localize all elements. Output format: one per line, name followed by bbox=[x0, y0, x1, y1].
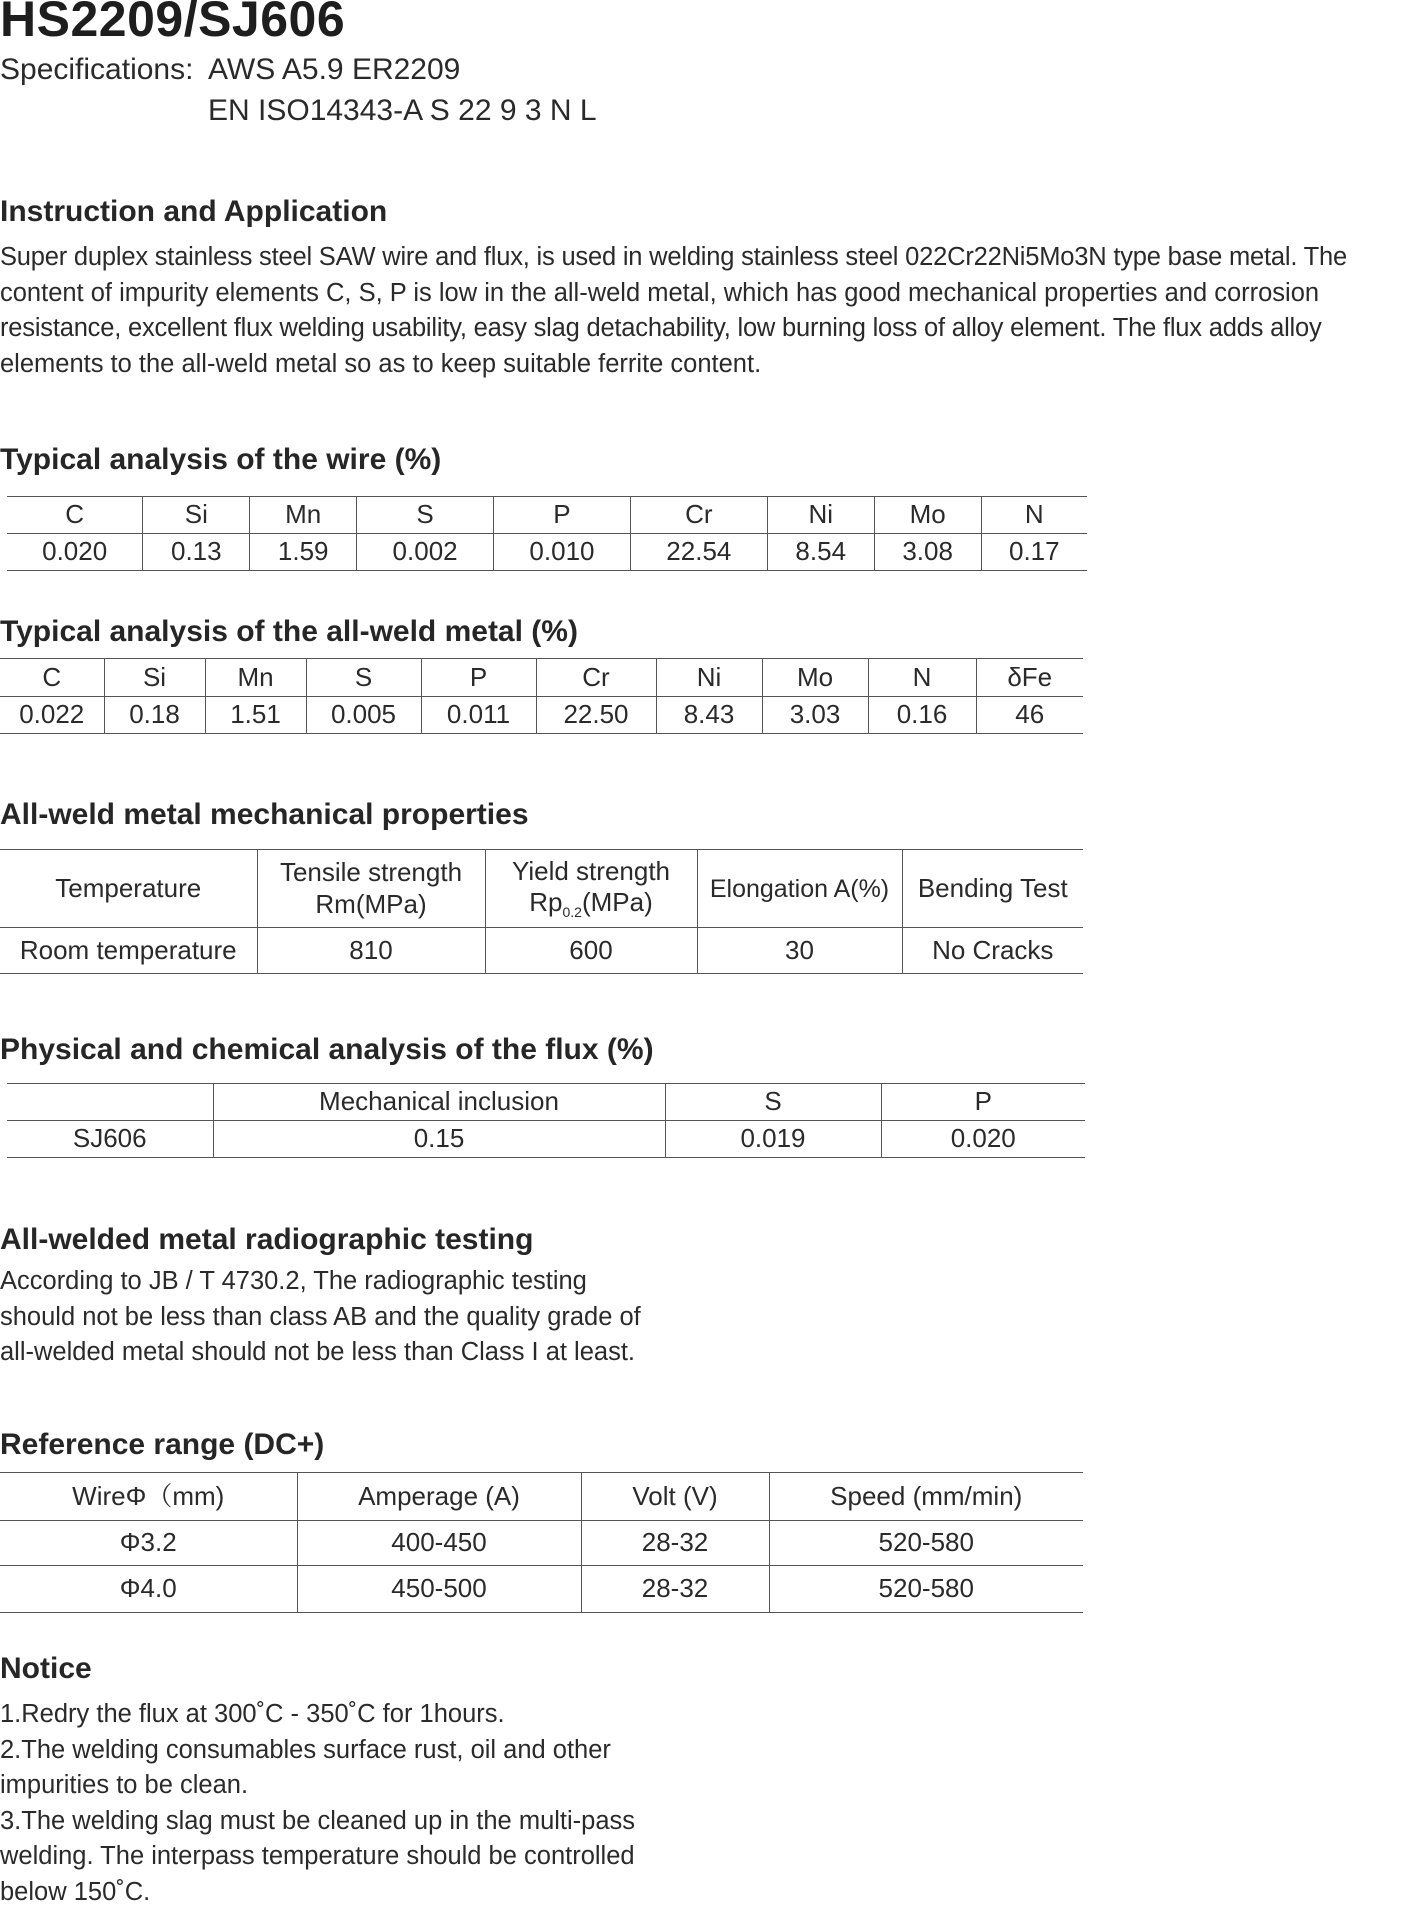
table-cell: 28-32 bbox=[581, 1566, 769, 1613]
spec-en-iso: EN ISO14343-A S 22 9 3 N L bbox=[208, 93, 597, 129]
table-cell: 0.022 bbox=[0, 697, 104, 734]
table-cell: 0.020 bbox=[7, 534, 143, 571]
table-header-cell: C bbox=[0, 659, 104, 697]
table-header-row bbox=[0, 850, 1083, 928]
table-row bbox=[0, 697, 1083, 734]
table-cell: 8.43 bbox=[656, 697, 762, 734]
table-cell: Φ3.2 bbox=[0, 1521, 297, 1566]
table-header-cell: C bbox=[7, 497, 143, 534]
notice-list bbox=[0, 1697, 635, 1910]
radio-line: According to JB / T 4730.2, The radiographic testing bbox=[0, 1264, 641, 1300]
table-cell: 520-580 bbox=[769, 1521, 1083, 1566]
notice-item: 1.Redry the flux at 300˚C - 350˚C for 1hours. bbox=[0, 1697, 635, 1733]
weld-analysis-table bbox=[0, 658, 1083, 734]
table-header-cell: Mo bbox=[762, 659, 868, 697]
yield-unit: $Rp_{0.2}(MPa)$ bbox=[486, 887, 697, 921]
table-cell: 8.54 bbox=[767, 534, 874, 571]
yield-label: Yield strength bbox=[486, 856, 697, 887]
table-cell: 22.50 bbox=[536, 697, 656, 734]
radio-heading: All-welded metal radiographic testing bbox=[0, 1222, 533, 1258]
table-cell: 0.18 bbox=[104, 697, 205, 734]
weld-heading: Typical analysis of the all-weld metal (%) bbox=[0, 614, 578, 650]
table-header-cell: Mn bbox=[250, 497, 357, 534]
table-header-cell: Ni bbox=[656, 659, 762, 697]
table-header-cell bbox=[7, 1084, 213, 1121]
table-header-cell: P bbox=[494, 497, 631, 534]
table-cell: SJ606 bbox=[7, 1121, 213, 1158]
table-header-cell: Mn bbox=[205, 659, 306, 697]
radio-paragraph bbox=[0, 1264, 641, 1371]
table-cell: 810 bbox=[257, 928, 485, 974]
reference-range-table bbox=[0, 1472, 1083, 1613]
table-cell: 0.13 bbox=[143, 534, 250, 571]
instruction-line: content of impurity elements C, S, P is low in the all-weld metal, which has good mechanical properties and corrosion bbox=[0, 276, 1417, 312]
table-cell: 0.010 bbox=[494, 534, 631, 571]
table-header-cell: Ni bbox=[767, 497, 874, 534]
table-header-cell: N bbox=[868, 659, 976, 697]
table-cell: 0.011 bbox=[421, 697, 536, 734]
table-cell: 3.08 bbox=[874, 534, 981, 571]
table-header-cell: WireΦ（mm) bbox=[0, 1473, 297, 1521]
mech-heading: All-weld metal mechanical properties bbox=[0, 797, 529, 833]
tensile-label: Tensile strength bbox=[258, 857, 485, 888]
table-header-cell: δFe bbox=[976, 659, 1083, 697]
table-row bbox=[0, 928, 1083, 974]
table-header-cell: P bbox=[881, 1084, 1085, 1121]
tensile-unit: Rm(MPa) bbox=[258, 889, 485, 920]
table-header-cell: Mo bbox=[874, 497, 981, 534]
instruction-heading: Instruction and Application bbox=[0, 194, 387, 230]
table-header-cell: Elongation A(%) bbox=[697, 850, 902, 928]
table-cell: 46 bbox=[976, 697, 1083, 734]
table-header-cell: N bbox=[981, 497, 1087, 534]
table-header-cell: Cr bbox=[630, 497, 767, 534]
table-cell: 1.51 bbox=[205, 697, 306, 734]
table-header-cell: S bbox=[665, 1084, 881, 1121]
notice-item: welding. The interpass temperature should be controlled bbox=[0, 1839, 635, 1875]
table-header-cell: P bbox=[421, 659, 536, 697]
table-header-cell: Cr bbox=[536, 659, 656, 697]
table-cell: 1.59 bbox=[250, 534, 357, 571]
notice-heading: Notice bbox=[0, 1651, 92, 1687]
table-header-row bbox=[0, 659, 1083, 697]
table-header-cell: Bending Test bbox=[902, 850, 1083, 928]
radio-line: all-welded metal should not be less than Class I at least. bbox=[0, 1335, 641, 1371]
wire-analysis-table bbox=[7, 496, 1087, 571]
table-cell: 400-450 bbox=[297, 1521, 581, 1566]
wire-heading: Typical analysis of the wire (%) bbox=[0, 442, 441, 478]
notice-item: below 150˚C. bbox=[0, 1875, 635, 1910]
flux-heading: Physical and chemical analysis of the flux (%) bbox=[0, 1032, 654, 1068]
instruction-line: elements to the all-weld metal so as to keep suitable ferrite content. bbox=[0, 347, 1417, 383]
table-header-row bbox=[7, 1084, 1085, 1121]
table-row bbox=[0, 1521, 1083, 1566]
table-header-cell: Si bbox=[104, 659, 205, 697]
table-cell: 0.005 bbox=[306, 697, 421, 734]
table-cell: 0.17 bbox=[981, 534, 1087, 571]
page-title: HS2209/SJ606 bbox=[0, 0, 345, 47]
notice-item: impurities to be clean. bbox=[0, 1768, 635, 1804]
table-cell: 0.16 bbox=[868, 697, 976, 734]
spec-label: Specifications: bbox=[0, 52, 193, 88]
notice-item: 2.The welding consumables surface rust, oil and other bbox=[0, 1733, 635, 1769]
radio-line: should not be less than class AB and the quality grade of bbox=[0, 1300, 641, 1336]
table-row bbox=[7, 534, 1087, 571]
ref-heading: Reference range (DC+) bbox=[0, 1427, 324, 1463]
table-cell: No Cracks bbox=[902, 928, 1083, 974]
table-cell: Room temperature bbox=[0, 928, 257, 974]
table-cell: 22.54 bbox=[630, 534, 767, 571]
table-header-row bbox=[0, 1473, 1083, 1521]
table-cell: 520-580 bbox=[769, 1566, 1083, 1613]
instruction-paragraph bbox=[0, 240, 1417, 382]
table-row bbox=[7, 1121, 1085, 1158]
spec-aws: AWS A5.9 ER2209 bbox=[208, 52, 460, 88]
table-header-cell: S bbox=[357, 497, 494, 534]
table-header-cell bbox=[485, 850, 697, 928]
table-cell: 28-32 bbox=[581, 1521, 769, 1566]
table-header-cell: S bbox=[306, 659, 421, 697]
table-header-cell: Temperature bbox=[0, 850, 257, 928]
table-row bbox=[0, 1566, 1083, 1613]
table-cell: 0.019 bbox=[665, 1121, 881, 1158]
table-header-cell: Amperage (A) bbox=[297, 1473, 581, 1521]
table-header-row bbox=[7, 497, 1087, 534]
table-cell: 600 bbox=[485, 928, 697, 974]
table-cell: Φ4.0 bbox=[0, 1566, 297, 1613]
mechanical-properties-table bbox=[0, 849, 1083, 974]
instruction-line: resistance, excellent flux welding usability, easy slag detachability, low burning loss of alloy element. The flux adds alloy bbox=[0, 311, 1417, 347]
flux-analysis-table bbox=[7, 1083, 1085, 1158]
table-cell: 30 bbox=[697, 928, 902, 974]
table-cell: 3.03 bbox=[762, 697, 868, 734]
table-header-cell: Volt (V) bbox=[581, 1473, 769, 1521]
table-header-cell bbox=[257, 850, 485, 928]
table-header-cell: Speed (mm/min) bbox=[769, 1473, 1083, 1521]
table-cell: 0.15 bbox=[213, 1121, 665, 1158]
table-header-cell: Si bbox=[143, 497, 250, 534]
table-cell: 450-500 bbox=[297, 1566, 581, 1613]
instruction-line: Super duplex stainless steel SAW wire and flux, is used in welding stainless steel 022Cr22Ni5Mo3N type base metal. The bbox=[0, 240, 1417, 276]
notice-item: 3.The welding slag must be cleaned up in the multi-pass bbox=[0, 1804, 635, 1840]
table-header-cell: Mechanical inclusion bbox=[213, 1084, 665, 1121]
table-cell: 0.002 bbox=[357, 534, 494, 571]
table-cell: 0.020 bbox=[881, 1121, 1085, 1158]
